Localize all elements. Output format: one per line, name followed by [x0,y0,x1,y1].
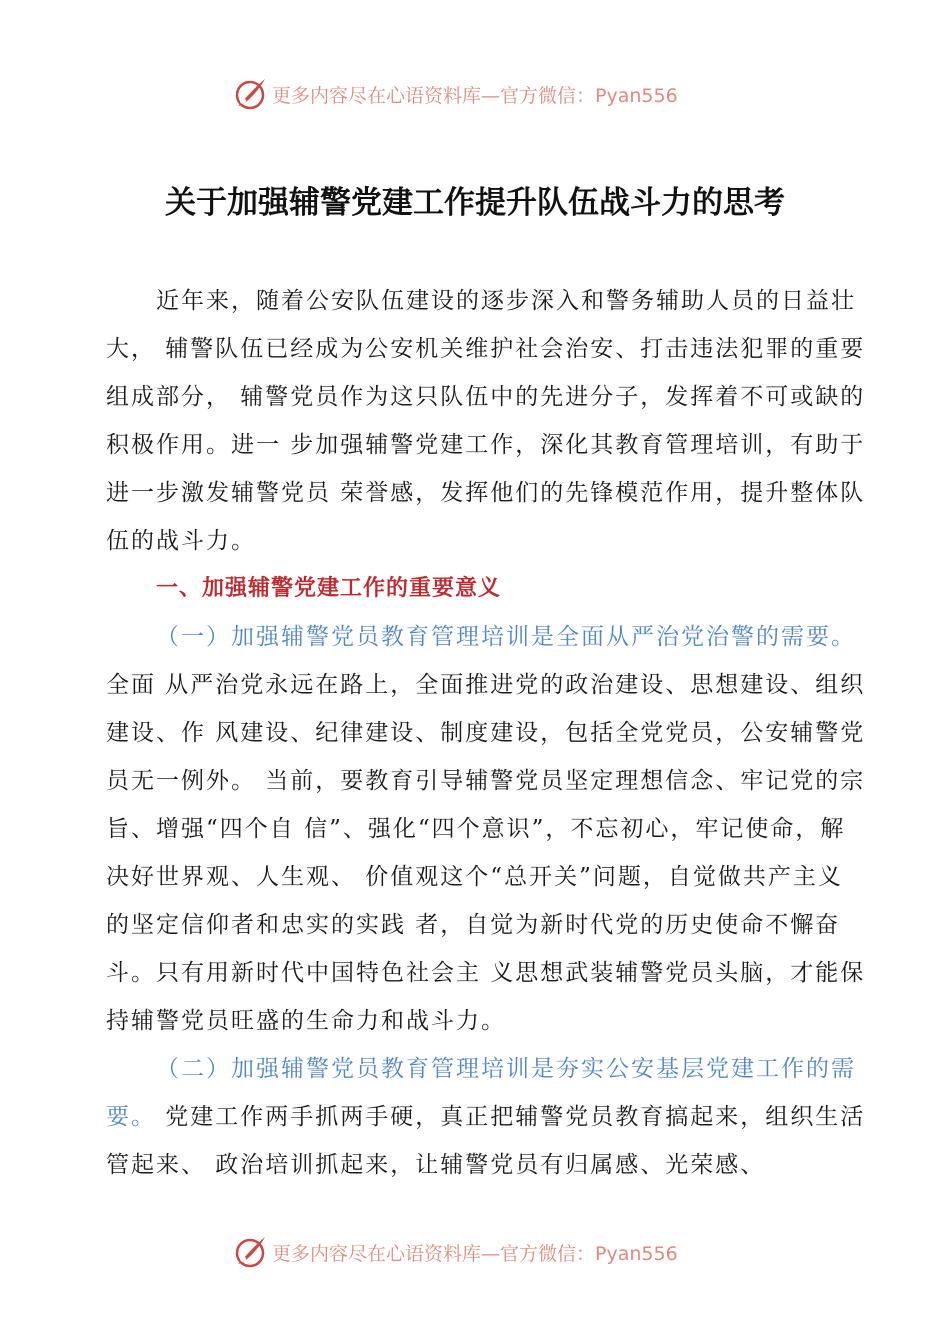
document-title: 关于加强辅警党建工作提升队伍战斗力的思考 [165,185,785,221]
subsection-1-paragraph [106,613,866,1045]
watermark-wechat-id: Pyan556 [595,84,678,107]
quill-logo-icon [232,1234,268,1270]
subsection-2-paragraph [106,1045,866,1189]
subsection-heading-1: （一）加强辅警党员教育管理培训是全面从严治党治警的需要。 [156,624,856,650]
watermark-wechat-id: Pyan556 [595,1242,678,1265]
section-heading-1: 一、加强辅警党建工作的重要意义 [156,576,502,601]
quill-logo-icon [232,76,268,112]
intro-paragraph: 近年来，随着公安队伍建设的逐步深入和警务辅助人员的日益壮大， 辅警队伍已经成为公安机关维护社会治安、打击违法犯罪的重要组成部分， 辅警党员作为这只队伍中的先进分子，发挥着不可或缺的积极作用。进一 步加强辅警党建工作，深化其教育管理培训，有助于进一步激发辅警党员 荣誉感，发挥他们的先锋模范作用，提升整体队伍的战斗力。 [106,288,866,554]
watermark-text: 更多内容尽在心语资料库—官方微信：Pyan556 [272,84,678,107]
document-body [106,277,866,1189]
subsection-2-body: 党建工作两手抓两手硬，真正把辅警党员教育搞起来，组织生活管起来、 政治培训抓起来，让辅警党员有归属感、光荣感、 [106,1104,866,1178]
watermark-footer [232,1232,752,1272]
watermark-text: 更多内容尽在心语资料库—官方微信：Pyan556 [272,1242,678,1265]
subsection-1-body: 全面 从严治党永远在路上，全面推进党的政治建设、思想建设、组织建设、作 风建设、纪律建设、制度建设，包括全党党员，公安辅警党员无一例外。 当前，要教育引导辅警党员坚定理想信念、牢记党的宗旨、增强“四个自 信”、强化“四个意识”，不忘初心，牢记使命，解决好世界观、人生观、 价值观这个“总开关”问题，自觉做共产主义的坚定信仰者和忠实的实践 者，自觉为新时代党的历史使命不懈奋斗。只有用新时代中国特色社会主 义思想武装辅警党员头脑，才能保持辅警党员旺盛的生命力和战斗力。 [106,672,866,1034]
subsection-heading-2: （二）加强辅警党员教育管理培训是夯实公安基层党建工作的需要。 [106,1056,856,1130]
watermark-header [232,74,752,114]
